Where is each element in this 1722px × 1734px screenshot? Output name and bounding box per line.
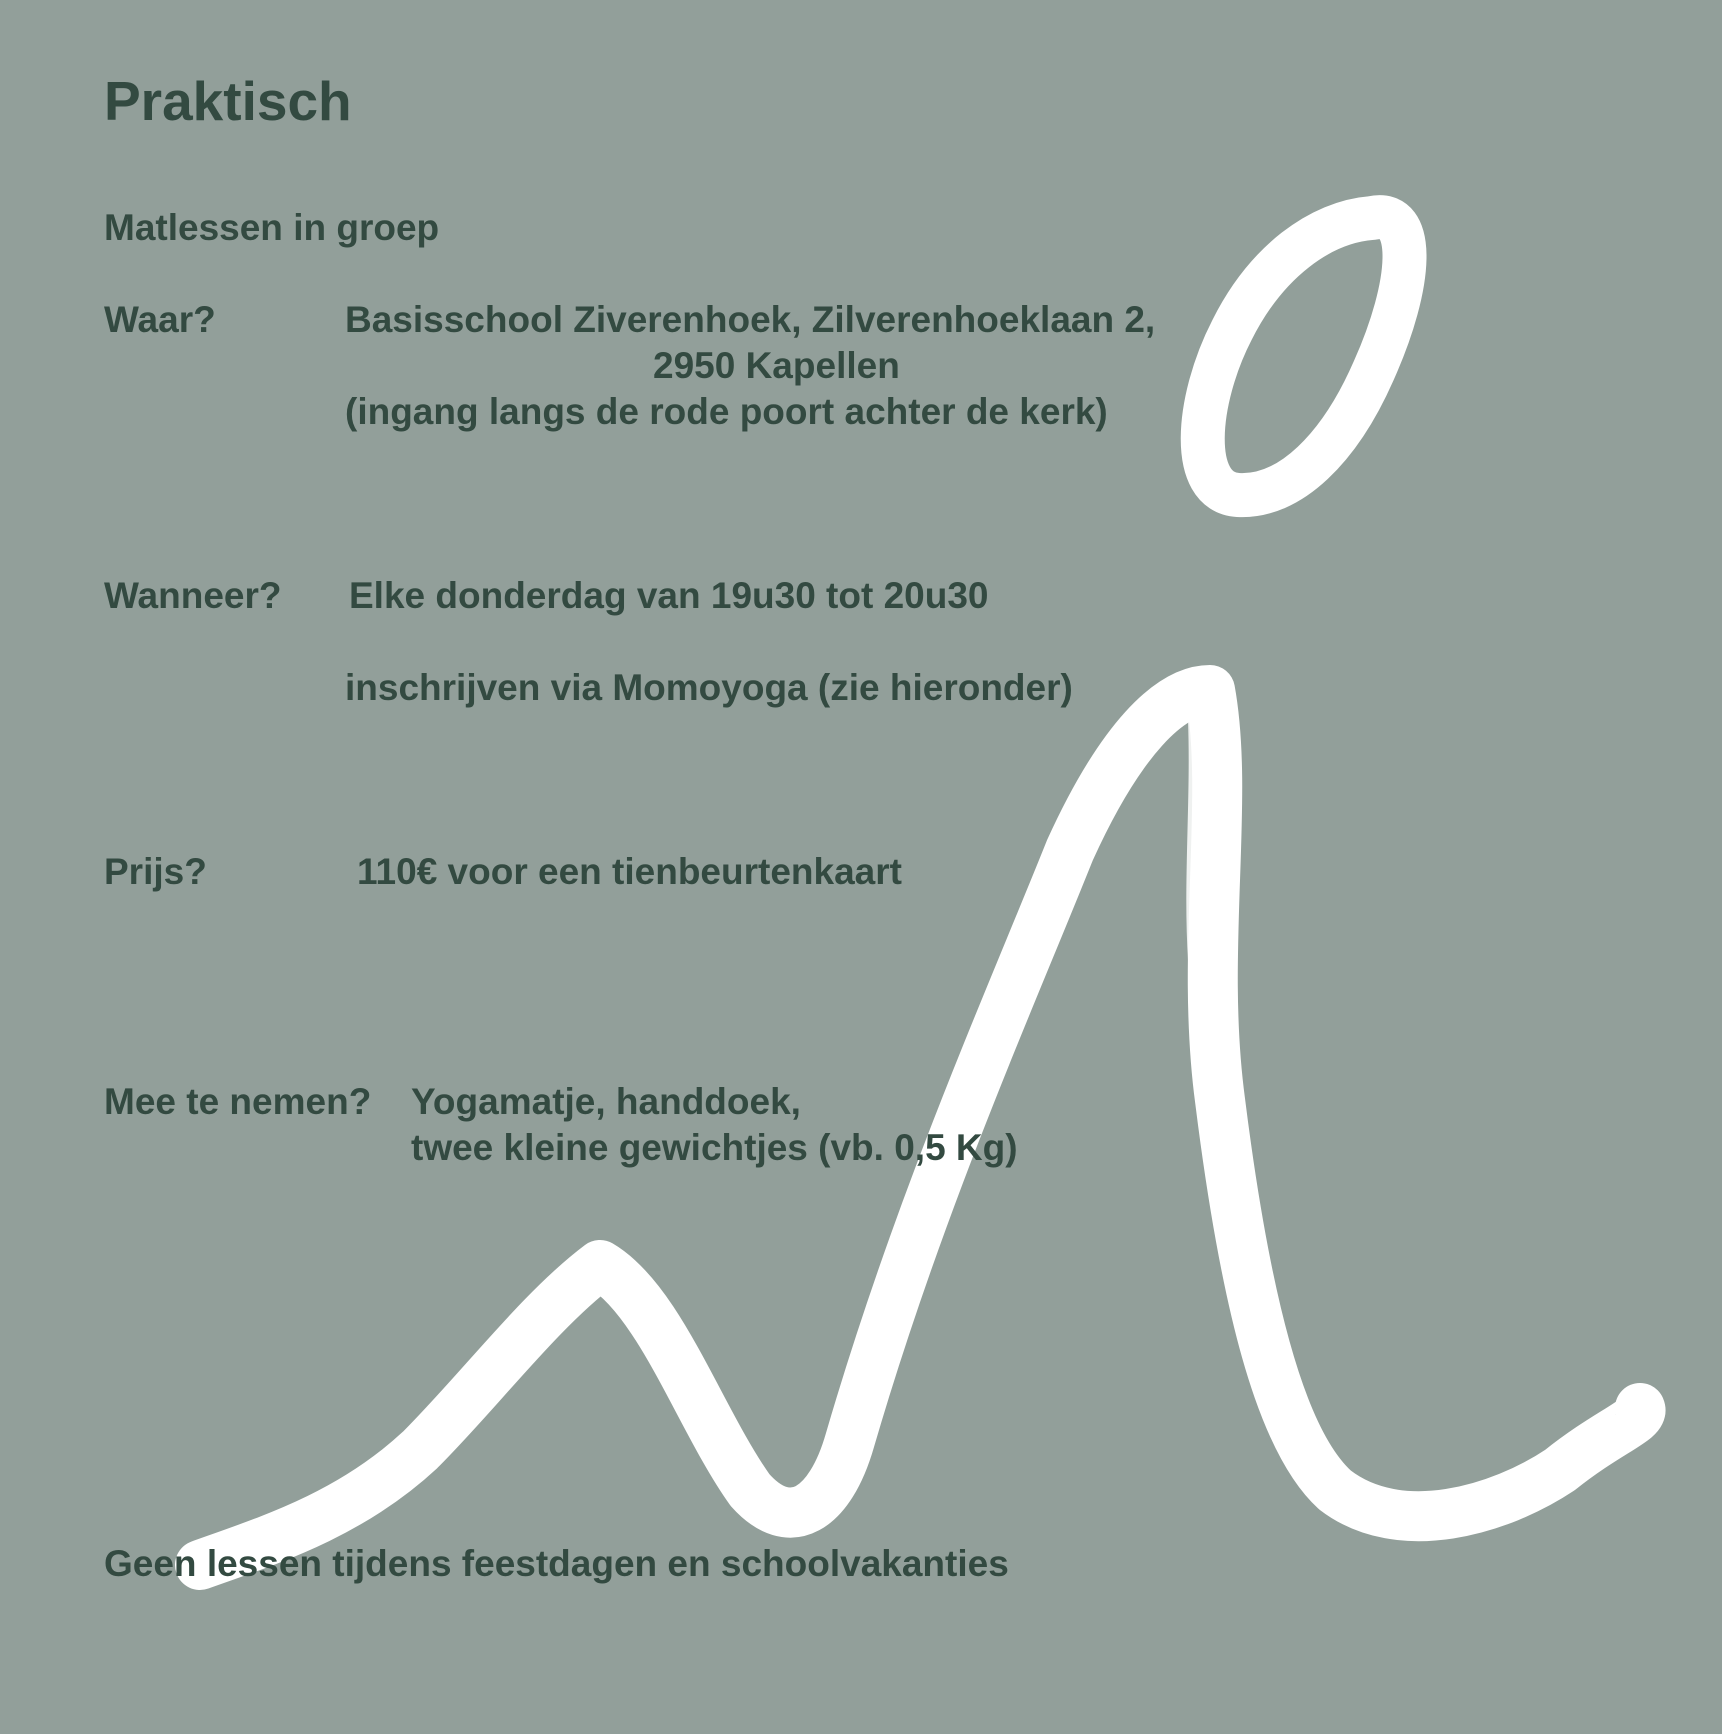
page-title: Praktisch [104,70,352,132]
bring-label: Mee te nemen? [104,1081,372,1122]
bring-line2: twee kleine gewichtjes (vb. 0,5 Kg) [411,1127,1018,1168]
where-label: Waar? [104,299,216,340]
where-address-line3: (ingang langs de rode poort achter de kerk) [345,391,1108,432]
bring-line1: Yogamatje, handdoek, [411,1081,801,1122]
when-signup-note: inschrijven via Momoyoga (zie hieronder) [345,667,1073,708]
price-label: Prijs? [104,851,207,892]
brush-head-stroke [1203,217,1405,495]
when-label: Wanneer? [104,575,282,616]
where-address-line2: 2950 Kapellen [653,345,900,386]
where-address-line1: Basisschool Ziverenhoek, Zilverenhoeklaan 2, [345,299,1156,340]
when-value: Elke donderdag van 19u30 tot 20u30 [349,575,989,616]
brush-texture-accent [1193,720,1195,960]
subtitle: Matlessen in groep [104,207,440,248]
footer-note: Geen lessen tijdens feestdagen en schoolvakanties [104,1543,1009,1584]
price-value: 110€ voor een tienbeurtenkaart [357,851,902,892]
